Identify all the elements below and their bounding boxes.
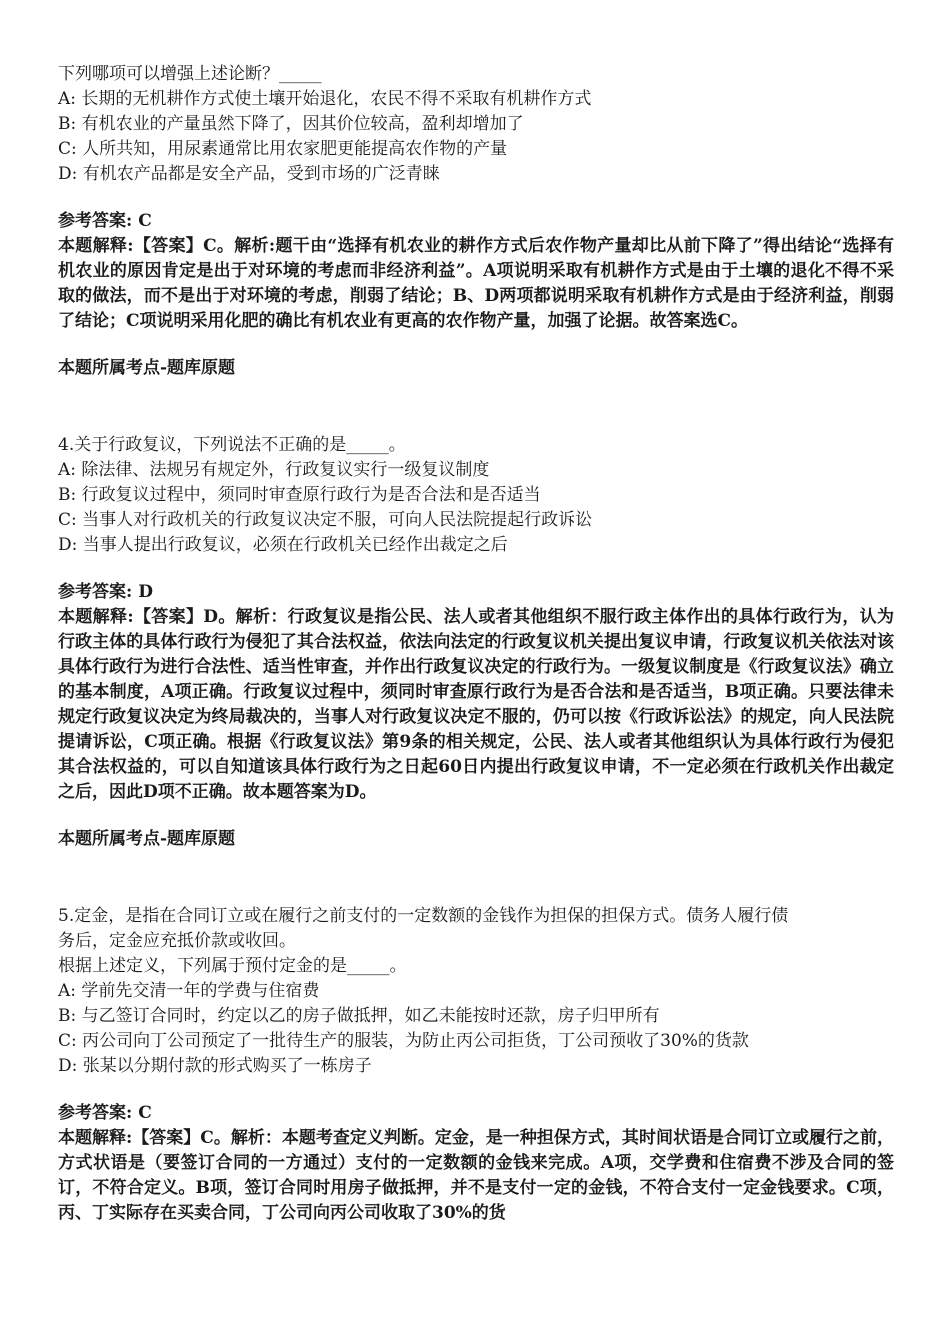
document-page (58, 62, 894, 1226)
question-stem-line: 5.定金，是指在合同订立或在履行之前支付的一定数额的金钱作为担保的担保方式。债务人履行债 (58, 906, 789, 926)
option-c: C: 丙公司向丁公司预定了一批待生产的服装，为防止丙公司拒货，丁公司预收了30%的货款 (58, 1031, 749, 1051)
question-5 (58, 904, 894, 1226)
option-a: A: 学前先交清一年的学费与住宿费 (58, 981, 320, 1001)
question-3 (58, 62, 894, 381)
reference-answer: 参考答案: C (58, 211, 152, 231)
option-b: B: 与乙签订合同时，约定以乙的房子做抵押，如乙未能按时还款，房子归甲所有 (58, 1006, 660, 1026)
option-c: C: 当事人对行政机关的行政复议决定不服，可向人民法院提起行政诉讼 (58, 510, 593, 530)
option-d: D: 有机农产品都是安全产品，受到市场的广泛青睐 (58, 164, 440, 184)
option-a: A: 长期的无机耕作方式使土壤开始退化，农民不得不采取有机耕作方式 (58, 89, 592, 109)
option-c: C: 人所共知，用尿素通常比用农家肥更能提高农作物的产量 (58, 139, 508, 159)
reference-answer: 参考答案: D (58, 582, 153, 602)
question-stem: 4.关于行政复议，下列说法不正确的是_____。 (58, 435, 406, 455)
option-d: D: 当事人提出行政复议，必须在行政机关已经作出裁定之后 (58, 535, 508, 555)
option-b: B: 行政复议过程中，须同时审查原行政行为是否合法和是否适当 (58, 485, 541, 505)
answer-explanation: 本题解释:【答案】C。解析：本题考查定义判断。定金，是一种担保方式，其时间状语是合同订立或履行之前，方式状语是（要签订合同的一方通过）支付的一定数额的金钱来完成。A项，交学费和住宿费不涉及合同的签订，不符合定义。B项，签订合同时用房子做抵押，并不是支付一定的金钱，不符合支付一定金钱要求。C项，丙、丁实际存在买卖合同，丁公司向丙公司收取了30%的货 (58, 1128, 894, 1223)
question-stem-line: 务后，定金应充抵价款或收回。 (58, 931, 296, 951)
topic-label: 本题所属考点-题库原题 (58, 829, 236, 849)
answer-explanation: 本题解释:【答案】D。解析：行政复议是指公民、法人或者其他组织不服行政主体作出的具体行政行为，认为行政主体的具体行政行为侵犯了其合法权益，依法向法定的行政复议机关提出复议申请，行政复议机关依法对该具体行政行为进行合法性、适当性审查，并作出行政复议决定的行政行为。一级复议制度是《行政复议法》确立的基本制度，A项正确。行政复议过程中，须同时审查原行政行为是否合法和是否适当，B项正确。只要法律未规定行政复议决定为终局裁决的，当事人对行政复议决定不服的，仍可以按《行政诉讼法》的规定，向人民法院提请诉讼，C项正确。根据《行政复议法》第9条的相关规定，公民、法人或者其他组织认为具体行政行为侵犯其合法权益的，可以自知道该具体行政行为之日起60日内提出行政复议申请，不一定必须在行政机关作出裁定之后，因此D项不正确。故本题答案为D。 (58, 607, 894, 802)
option-b: B: 有机农业的产量虽然下降了，因其价位较高，盈利却增加了 (58, 114, 524, 134)
topic-label: 本题所属考点-题库原题 (58, 358, 236, 378)
reference-answer: 参考答案: C (58, 1103, 152, 1123)
question-4 (58, 433, 894, 852)
answer-explanation: 本题解释:【答案】C。解析:题干由“选择有机农业的耕作方式后农作物产量却比从前下降了”得出结论“选择有机农业的原因肯定是出于对环境的考虑而非经济利益”。A项说明采取有机耕作方式是由于土壤的退化不得不采取的做法，而不是出于对环境的考虑，削弱了结论；B、D两项都说明采取有机耕作方式是由于经济利益，削弱了结论；C项说明采用化肥的确比有机农业有更高的农作物产量，加强了论据。故答案选C。 (58, 236, 894, 331)
option-a: A: 除法律、法规另有规定外，行政复议实行一级复议制度 (58, 460, 490, 480)
option-d: D: 张某以分期付款的形式购买了一栋房子 (58, 1056, 372, 1076)
question-prompt: 根据上述定义，下列属于预付定金的是_____。 (58, 956, 407, 976)
question-stem: 下列哪项可以增强上述论断？_____ (58, 64, 322, 84)
